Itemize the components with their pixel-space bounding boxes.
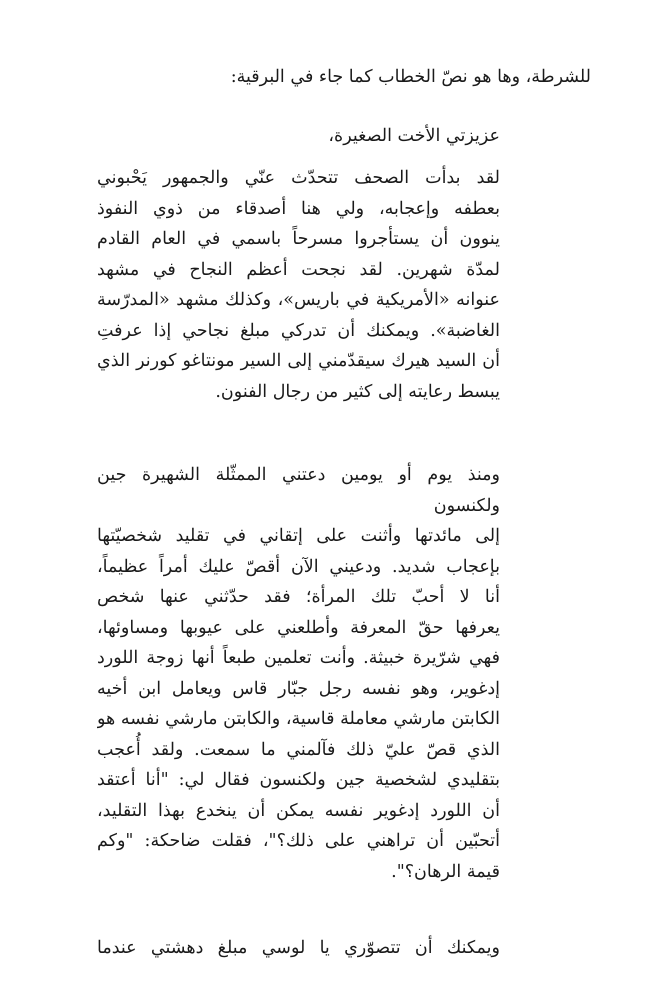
text-line: ومنذ يوم أو يومين دعتني الممثّلة الشهيرة جين ولكنسون (97, 465, 500, 516)
paragraph-2 (97, 460, 500, 920)
text-line: عنوانه «الأمريكية في باريس»، وكذلك مشهد «المدرّسة (97, 290, 500, 310)
text-line: أن السيد هيرك سيقدّمني إلى السير مونتاغو كورنر الذي (97, 351, 500, 371)
text-line: ينوون أن يستأجروا مسرحاً باسمي في العام القادم (97, 229, 500, 249)
text-line: الغاضبة». ويمكنك أن تدركي مبلغ نجاحي إذا عرفتِ (97, 320, 500, 341)
text-line: يبسط رعايته إلى كثير من رجال الفنون. (215, 381, 500, 402)
text-line: إدغوير، وهو نفسه رجل جبّار قاس ويعامل ابن أخيه (97, 678, 500, 699)
text-line: قيمة الرهان؟". (391, 861, 500, 882)
text-line: أن اللورد إدغوير نفسه يمكن أن ينخدع بهذا التقليد، (97, 800, 500, 821)
text-line: لقد بدأت الصحف تتحدّث عنّي والجمهور يَحْبوني (97, 168, 500, 188)
text-line: ويمكنك أن تتصوّري يا لوسي مبلغ دهشتي عندما (97, 938, 500, 958)
intro-line: للشرطة، وها هو نصّ الخطاب كما جاء في البرقية: (230, 67, 591, 87)
text-line: أتحبّين أن تراهني على ذلك؟"، فقلت ضاحكة: "وكم (97, 831, 500, 851)
text-line: لمدّة شهرين. لقد نجحت أعظم النجاح في مشهد (97, 259, 500, 280)
paragraph-3 (97, 933, 500, 993)
text-line: الكابتن مارشي معاملة قاسية، والكابتن مارشي نفسه هو (97, 709, 500, 729)
text-line: بعطفه وإعجابه، ولي هنا أصدقاء من ذوي النفوذ (97, 198, 500, 219)
text-line: فهي شرّيرة خبيثة. وأنت تعلمين طبعاً أنها زوجة اللورد (97, 648, 500, 668)
text-line: إلى مائدتها وأثنت على إتقاني في تقليد شخصيّتها (97, 526, 500, 546)
letter-salutation: عزيزتي الأخت الصغيرة، (328, 126, 500, 146)
text-line: بتقليدي لشخصية جين ولكنسون فقال لي: "أنا أعتقد (97, 770, 500, 790)
text-line: بإعجاب شديد. ودعيني الآن أقصّ عليك أمراً عظيماً، (97, 556, 500, 577)
text-line: يعرفها حقّ المعرفة وأطلعني على عيوبها ومساوئها، (97, 617, 500, 638)
text-line: أنا لا أحبّ تلك المرأة؛ فقد حدّثني عنها شخص (97, 587, 500, 607)
paragraph-1 (97, 163, 500, 443)
text-line: الذي قصّ عليّ ذلك فآلمني ما سمعت. ولقد أُعجب (97, 739, 500, 760)
